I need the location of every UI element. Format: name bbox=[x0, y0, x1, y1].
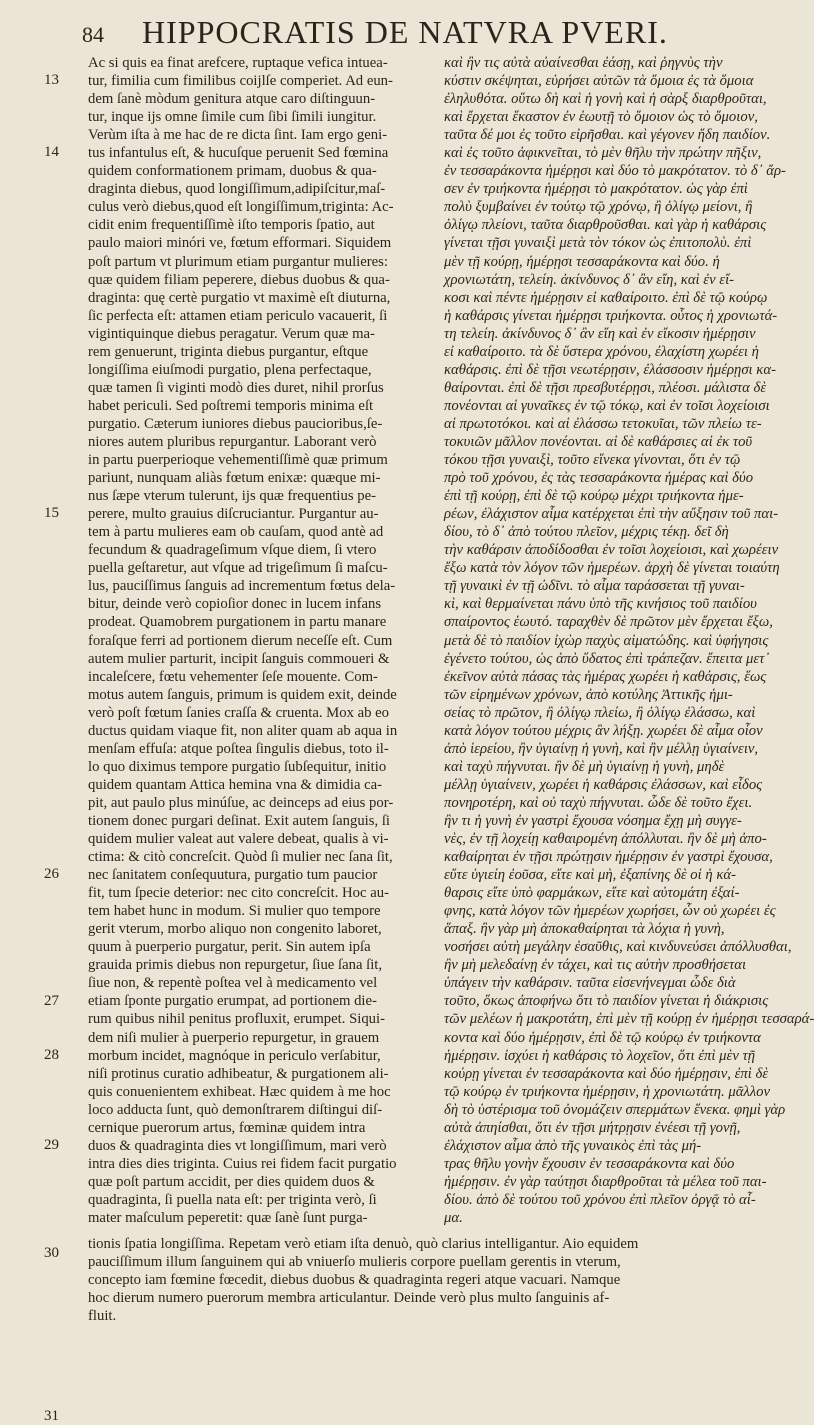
greek-text-line: τῶν μελέων ἡ μακροτάτη, ἐπὶ μὲν τῇ κούρῃ ἐν ἡμέρῃσι τεσσαρά- bbox=[444, 1011, 814, 1028]
latin-text-line: rem genuerunt, triginta diebus purgantur, eſtque bbox=[88, 343, 369, 360]
running-title: HIPPOCRATIS DE NATVRA PVERI. bbox=[142, 14, 668, 50]
greek-text-line: ἐκεῖνον αὐτὰ πάσας τὰς ἡμέρας χωρέει ἡ καθάρσις, ἕως bbox=[444, 668, 767, 685]
latin-text-line: ſiue non, & repentè poſtea vel à medicamento vel bbox=[88, 975, 378, 992]
latin-text-line: rum quibus nihil penitus profluxit, erumpet. Siqui- bbox=[88, 1011, 385, 1028]
greek-text-line: ἡ καθάρσις γίνεται ἡμέρῃσι τριήκοντα. οὗτος ἡ χρονιωτά- bbox=[444, 307, 778, 324]
margin-line-number: 31 bbox=[44, 1407, 59, 1424]
latin-text-line: nec ſanitatem conſequutura, purgatio tum paucior bbox=[88, 867, 378, 884]
greek-text-line: κούρῃ γίνεται ἐν τεσσαράκοντα καὶ δύο ἡμέρῃσιν, ἐπὶ δὲ bbox=[444, 1065, 769, 1082]
greek-text-line: ἀπὸ ἱερείου, ἢν ὑγιαίνῃ ἡ γυνὴ, καὶ ἢν μέλλῃ ὑγιαίνειν, bbox=[444, 740, 759, 757]
greek-text-line: πρὸ τοῦ χρόνου, ἐς τὰς τεσσαράκοντα ἡμέρας καὶ δύο bbox=[444, 470, 754, 487]
greek-text-line: μετὰ δὲ τὸ παιδίον ἰχὼρ παχὺς αἱματώδης. καὶ ὑφήγησις bbox=[444, 632, 769, 649]
latin-text-line: habet periculi. Sed poſtremi temporis minima eſt bbox=[88, 397, 374, 414]
latin-text-line: lo quo diximus tempore purgatio ſubſequitur, initio bbox=[88, 758, 387, 775]
greek-text-line: κοντα καὶ δύο ἡμέρῃσιν, ἐπὶ δὲ τῷ κούρῳ ἐν τριήκοντα bbox=[444, 1029, 761, 1046]
latin-text-line: cidit enim frequentiſſimè iſto temporis ſpatio, aut bbox=[88, 217, 375, 234]
greek-text-line: ὀλίγῳ πλείονι, ταῦτα διαρθροῦσθαι. καὶ γὰρ ἡ καθάρσις bbox=[444, 217, 767, 234]
latin-text-line: tur, fimilia cum fimilibus coijlſe comperiet. Ad eun- bbox=[88, 73, 393, 90]
latin-text-line: dem ſanè mòdum genitura atque caro diſtinguun- bbox=[88, 91, 376, 108]
greek-text-line: σεν ἐν τριήκοντα ἡμέρῃσι τὸ μακρότατον. ὡς γὰρ ἐπὶ bbox=[444, 181, 748, 198]
greek-text-line: καὶ ἐς τοῦτο ἀφικνεῖται, τὸ μὲν θῆλυ τὴν πρώτην πῆξιν, bbox=[444, 145, 762, 162]
latin-text-line: quidem mulier valeat aut valere debeat, qualis à vi- bbox=[88, 831, 389, 848]
latin-text-line: perere, multo grauius diſcruciantur. Purgantur au- bbox=[88, 506, 379, 523]
margin-line-number: 14 bbox=[44, 144, 59, 161]
bottom-text-line: fluit. bbox=[88, 1308, 117, 1325]
greek-text-line: χρονιωτάτη, τελείη. ἀκίνδυνος δ᾽ ἂν εἴη, καὶ ἐν εἴ- bbox=[444, 271, 735, 288]
latin-text-line: foraſque ferri ad portionem dierum neceſſe eſt. Cum bbox=[88, 632, 393, 649]
latin-text-line: Verùm iſta à me hac de re dicta ſint. Iam ergo geni- bbox=[88, 127, 388, 144]
greek-text-line: νὲς, ἐν τῇ λοχείῃ καθαιρομένη ἀπόλλυται. ἢν δὲ μὴ ἀπο- bbox=[444, 831, 767, 848]
latin-text-line: quæ poſt partum accidit, per dies quidem duos & bbox=[88, 1173, 375, 1190]
latin-text-line: ductus quidam viaque fit, non aliter quam ab aqua in bbox=[88, 722, 398, 739]
greek-text-line: αἱ πρωτοτόκοι. καὶ αἱ ἐλάσσω τετοκυῖαι, τῶν πλείω τε- bbox=[444, 415, 762, 432]
greek-text-line: κύστιν σκέψηται, εὑρήσει αὐτῶν τὰ ὅμοια ἐς τὰ ὅμοια bbox=[444, 73, 754, 90]
latin-text-line: niores autem pluribus repurgantur. Laborant verò bbox=[88, 433, 377, 450]
greek-text-line: ἢν μὴ μελεδαίνῃ ἐν τάχει, καὶ τις αὐτὴν προσθήσεται bbox=[444, 957, 747, 974]
greek-text-line: καθάρσις. ἐπὶ δὲ τῇσι νεωτέρῃσιν, ἐλάσσοσιν ἡμέρῃσι κα- bbox=[444, 361, 776, 378]
greek-text-line: τόκου τῇσι γυναιξὶ, τοῦτο εἵνεκα γίνονται, ὅτι ἐν τῷ bbox=[444, 452, 741, 469]
greek-text-line: πολὺ ξυμβαίνει ἐν τούτῳ τῷ χρόνῳ, ἢ ὀλίγῳ μείονι, ἢ bbox=[444, 199, 753, 216]
greek-text-line: ἡμέρῃσιν. ἰσχύει ἡ καθάρσις τὸ λοχεῖον, ὅτι ἐπὶ μὲν τῇ bbox=[444, 1047, 756, 1064]
latin-text-line: nus ſæpe vterum tulerunt, ijs quæ frequentius pe- bbox=[88, 488, 376, 505]
latin-text-line: menſam effuſa: atque poſtea ſingulis diebus, toto il- bbox=[88, 740, 389, 757]
latin-text-line: duos & quadraginta dies vt longiſſimum, mari verò bbox=[88, 1137, 387, 1154]
latin-text-line: vigintiquinque diebus peragatur. Verum quæ ma- bbox=[88, 325, 375, 342]
greek-text-line: θαίρονται. ἐπὶ δὲ τῇσι πρεσβυτέρῃσι, πλέοσι. μάλιστα δὲ bbox=[444, 379, 767, 396]
latin-text-line: quadraginta, ſi puella nata eſt: per triginta verò, ſi bbox=[88, 1191, 377, 1208]
greek-text-line: πονέονται αἱ γυναῖκες ἐν τῷ τόκῳ, καὶ ἐν τοῖσι λοχείοισι bbox=[444, 397, 770, 414]
greek-text-line: ἡμέρῃσιν. ἐν γὰρ ταύτῃσι διαρθροῦται τὰ μέλεα τοῦ παι- bbox=[444, 1173, 767, 1190]
latin-text-line: pariunt, nunquam aliàs fœtum enixæ: quæque mi- bbox=[88, 470, 381, 487]
greek-text-line: ὑπάγειν τὴν καθάρσιν. ταῦτα εἰσενήνεγμαι ὧδε διὰ bbox=[444, 975, 736, 992]
greek-text-line: κὶ, καὶ θερμαίνεται πάνυ ὑπὸ τῆς κινήσιος τοῦ παιδίου bbox=[444, 596, 757, 613]
greek-text-line: νοσήσει αὐτὴ μεγάλην ἐσαῦθις, καὶ κινδυνεύσει ἀπόλλυσθαι, bbox=[444, 939, 792, 956]
greek-text-line: καὶ ἢν τις αὐτὰ αὐαίνεσθαι ἐάσῃ, καὶ ῥηγνὺς τὴν bbox=[444, 55, 723, 71]
greek-text-line: δίου, τὸ δ᾽ ἀπὸ τούτου πλεῖον, μέχρις τέκῃ. δεῖ δὴ bbox=[444, 524, 729, 541]
latin-text-line: verò poſt fœtum ſanies craſſa & cruenta. Mox ab eo bbox=[88, 704, 389, 721]
latin-text-line: grauida primis diebus non repurgetur, ſiue ſana ſit, bbox=[88, 957, 383, 974]
greek-text-line: σπαίροντος ἑωυτό. ταραχθὲν δὲ πρῶτον μὲν ἔρχεται ἔξω, bbox=[444, 614, 773, 631]
latin-text-line: puella geſtaretur, aut vſque ad trigeſimum ſi maſcu- bbox=[88, 560, 388, 577]
greek-text-line: φνης, κατὰ λόγον τῶν ἡμερέων χωρήσει, ὧν οὐ χωρέει ἐς bbox=[444, 903, 776, 920]
latin-text-line: poſt partum vt plurimum etiam purgantur mulieres: bbox=[88, 253, 388, 270]
bottom-text-line: concepto iam fœmine fœcedit, diebus duobus & quadraginta regeri atque vacuari. Namque bbox=[88, 1272, 621, 1289]
latin-text-line: quæ tamen ſi viginti modò dies duret, nihil prorſus bbox=[88, 379, 384, 396]
greek-text-line: ἐπὶ τῇ κούρῃ, ἐπὶ δὲ τῷ κούρῳ μέχρι τριήκοντα ἡμε- bbox=[444, 488, 744, 505]
greek-text-line: εἰ καθαίροιτο. τὰ δὲ ὕστερα χρόνου, ἐλαχίστη χωρέει ἡ bbox=[444, 343, 759, 360]
margin-line-number: 28 bbox=[44, 1046, 59, 1063]
greek-text-line: γίνεται τῇσι γυναιξὶ μετὰ τὸν τόκον ὡς ἐπιτοπολὺ. ἐπὶ bbox=[444, 235, 752, 252]
latin-text-line: pit, aut paulo plus minúſue, ac deinceps ad eius por- bbox=[88, 794, 394, 811]
greek-column bbox=[444, 54, 814, 1227]
margin-line-number: 27 bbox=[44, 992, 59, 1009]
greek-text-line: κοσι καὶ πέντε ἡμέρῃσιν εἰ καθαίροιτο. ἐπὶ δὲ τῷ κούρῳ bbox=[444, 289, 768, 306]
greek-text-line: τοῦτο, ὅκως ἀποφήνω ὅτι τὸ παιδίον γίνεται ἡ διάκρισις bbox=[444, 993, 769, 1010]
greek-text-line: ἅπαξ. ἢν γὰρ μὴ ἀποκαθαίρηται τὰ λόχια ἡ γυνὴ, bbox=[444, 921, 725, 938]
greek-text-line: ἢν τι ἡ γυνὴ ἐν γαστρὶ ἔχουσα νόσημα ἔχῃ μὴ συγγε- bbox=[444, 812, 742, 829]
greek-text-line: ταῦτα δέ μοι ἐς τοῦτο εἰρῆσθαι. καὶ γέγονεν ἤδη παιδίον. bbox=[444, 127, 771, 144]
greek-text-line: ἔξω κατὰ τὸν λόγον τῶν ἡμερέων. ἀρχὴ δὲ γίνεται τοιαύτη bbox=[444, 560, 780, 577]
bottom-text-line: pauciſſimum illum ſanguinem qui ab vniuerſo mulieris corpore puellam gerentis in vterum, bbox=[88, 1254, 621, 1271]
bottom-latin-text bbox=[88, 1235, 778, 1325]
greek-text-line: καθαίρηται ἐν τῇσι πρώτῃσιν ἡμέρῃσιν ἐν γαστρὶ ἔχουσα, bbox=[444, 849, 773, 866]
latin-text-line: tur, inque ijs omne ſimile cum ſibi ſimili iungitur. bbox=[88, 109, 377, 126]
margin-line-number: 13 bbox=[44, 72, 59, 89]
latin-text-line: morbum incidet, magnóque in periculo verſabitur, bbox=[88, 1047, 381, 1064]
greek-text-line: μέλλῃ ὑγιαίνειν, χωρέει ἡ καθάρσις ἐλάσσων, καὶ εἶδος bbox=[444, 776, 763, 793]
latin-column bbox=[88, 54, 430, 1227]
latin-text-line: cernique puerorum artus, fœminæ quidem intra bbox=[88, 1119, 366, 1136]
bottom-text-line: tionis ſpatia longiſſima. Repetam verò etiam iſta denuò, quò clarius intelligantur. Aio equidem bbox=[88, 1236, 639, 1252]
latin-text-line: quidem quantam Attica hemina vna & dimidia ca- bbox=[88, 776, 383, 793]
latin-text-line: culus verò diebus,quod eſt longiſſimum,triginta: Ac- bbox=[88, 199, 394, 216]
latin-text-line: ctima: & citò concreſcit. Quòd ſi mulier nec ſana ſit, bbox=[88, 849, 393, 866]
latin-text-line: tem à partu mulieres eam ob cauſam, quod antè ad bbox=[88, 524, 384, 541]
latin-text-line: etiam ſponte purgatio erumpat, ad portionem die- bbox=[88, 993, 377, 1010]
latin-text-line: motus autem ſanguis, primum is quidem exit, deinde bbox=[88, 686, 397, 703]
latin-text-line: quæ quidem filiam peperere, diebus duobus & qua- bbox=[88, 271, 390, 288]
latin-text-line: in partu puerperioque vehementiſſimè quæ primum bbox=[88, 452, 388, 469]
latin-text-line: loco adducta ſunt, quò demonſtrarem diſtingui diſ- bbox=[88, 1101, 383, 1118]
latin-text-line: gerit vterum, morbo aliquo non congenito laboret, bbox=[88, 921, 382, 938]
greek-text-line: καὶ ἔρχεται ἕκαστον ἐν ἑωυτῇ τὸ ὅμοιον ὡς τὸ ὅμοιον, bbox=[444, 109, 758, 126]
greek-text-line: μὲν τῇ κούρῃ, ἡμέρῃσι τεσσαράκοντα καὶ δύο. ἡ bbox=[444, 253, 720, 270]
latin-text-line: bitur, deinde verò copioſior donec in lucem infans bbox=[88, 596, 382, 613]
greek-text-line: τρας θῆλυ γονὴν ἔχουσιν ἐν τεσσαράκοντα καὶ δύο bbox=[444, 1155, 735, 1172]
latin-text-line: tus infantulus eſt, & hucuſque peruenit Sed fœmina bbox=[88, 145, 389, 162]
greek-text-line: τῇ γυναικὶ ἐν τῇ ὠδῖνι. τὸ αἷμα ταράσσεται τῇ γυναι- bbox=[444, 578, 745, 595]
latin-text-line: lus, pauciſſimus ſanguis ad incrementum fœtus dela- bbox=[88, 578, 396, 595]
margin-line-number: 15 bbox=[44, 505, 59, 522]
latin-text-line: ſic perfecta eſt: attamen etiam periculo vacauerit, ſi bbox=[88, 307, 388, 324]
latin-text-line: mater maſculum peperetit: quæ ſanè ſunt purga- bbox=[88, 1210, 368, 1226]
latin-text-line: quum à puerperio purgatur, perit. Sin autem ipſa bbox=[88, 939, 371, 956]
greek-text-line: πονηροτέρη, καὶ οὐ ταχὺ πήγνυται. ὧδε δὲ τοῦτο ἔχει. bbox=[444, 794, 753, 811]
latin-text-line: dem niſi mulier à puerperio repurgetur, in grauem bbox=[88, 1029, 380, 1046]
greek-text-line: ἐλάχιστον αἷμα ἀπὸ τῆς γυναικὸς ἐπὶ τὰς μή- bbox=[444, 1137, 702, 1154]
page-number: 84 bbox=[82, 22, 104, 47]
latin-text-line: tionem donec purgari deſinat. Exit autem ſanguis, ſi bbox=[88, 812, 390, 829]
greek-text-line: δὴ τὸ ὑστέρισμα τοῦ ὀνομάζειν σπερμάτων ἕνεκα. φημὶ γὰρ bbox=[444, 1101, 786, 1118]
greek-text-line: μα. bbox=[444, 1210, 463, 1226]
greek-text-line: ἐληλυθότα. οὕτω δὴ καὶ ἡ γονὴ καὶ ἡ σὰρξ διαρθροῦται, bbox=[444, 91, 767, 108]
margin-line-number: 30 bbox=[44, 1245, 59, 1262]
greek-text-line: ρέων, ἐλάχιστον αἷμα κατέρχεται ἐπὶ τὴν αὔξησιν τοῦ παι- bbox=[444, 506, 779, 523]
greek-text-line: τοκυιῶν μᾶλλον πονέονται. αἱ δὲ καθάρσιες αἱ ἐκ τοῦ bbox=[444, 433, 753, 450]
bottom-text-line: hoc dierum numero puerorum membra articulantur. Deinde verò plus multo ſanguinis af- bbox=[88, 1290, 610, 1307]
latin-text-line: draginta diebus, quod longiſſimum,adipiſcitur,maſ- bbox=[88, 181, 386, 198]
greek-text-line: τῷ κούρῳ ἐν τριήκοντα ἡμέρῃσιν, ἡ χρονιωτάτη. μᾶλλον bbox=[444, 1083, 771, 1100]
greek-text-line: ἐν τεσσαράκοντα ἡμέρῃσι καὶ δύο τὸ μακρότατον. τὸ δ᾽ ἄρ- bbox=[444, 163, 786, 180]
latin-text-line: fit, tum ſpecie deterior: nec cito concreſcit. Hoc au- bbox=[88, 885, 389, 902]
greek-text-line: εὔτε ὑγιείη ἐοῦσα, εἴτε καὶ μὴ, ἐξαπίνης δὲ οἱ ἡ κά- bbox=[444, 867, 736, 884]
page-header bbox=[58, 10, 778, 54]
latin-text-line: quis conuenientem exhibeat. Hæc quidem à me hoc bbox=[88, 1083, 391, 1100]
latin-text-line: niſi protinus curatio adhibeatur, & purgationem ali- bbox=[88, 1065, 389, 1082]
latin-text-line: quidem conformationem primam, duobus & qua- bbox=[88, 163, 377, 180]
margin-line-number: 26 bbox=[44, 866, 59, 883]
greek-text-line: ἐγένετο τούτου, ὡς ἀπὸ ὕδατος ἐπὶ τράπεζαν. ἔπειτα μετ᾽ bbox=[444, 650, 770, 667]
margin-line-number: 29 bbox=[44, 1137, 59, 1153]
latin-text-line: intra dies dies triginta. Cuius rei fidem facit purgatio bbox=[88, 1155, 397, 1172]
greek-text-line: τὴν καθάρσιν ἀποδίδοσθαι ἐν τοῖσι λοχείοισι, καὶ χωρέειν bbox=[444, 542, 779, 559]
latin-text-line: purgatio. Cæterum iuniores diebus paucioribus,ſe- bbox=[88, 415, 383, 432]
latin-text-line: incaleſcere, fœtu vehementer ſeſe mouente. Com- bbox=[88, 668, 378, 685]
latin-text-line: draginta: quę certè purgatio vt maximè eſt diuturna, bbox=[88, 289, 391, 306]
latin-text-line: fecundum & quadrageſimum vſque diem, ſi vtero bbox=[88, 542, 377, 559]
greek-text-line: αὐτὰ ἀπηίσθαι, ὅτι ἐν τῇσι μήτρῃσιν ἐνέεσι τῇ γονῇ, bbox=[444, 1119, 741, 1136]
greek-text-line: σείας τὸ πρῶτον, ἢ ὀλίγῳ πλείω, ἢ ὀλίγῳ ἐλάσσω, καὶ bbox=[444, 704, 756, 721]
latin-text-line: paulo maiori minóri ve, fœtum efformari. Siquidem bbox=[88, 235, 392, 252]
latin-text-line: tem habet hunc in modum. Si mulier quo tempore bbox=[88, 903, 381, 920]
latin-text-line: prodeat. Quamobrem purgationem in partu manare bbox=[88, 614, 387, 631]
latin-text-line: Ac si quis ea finat arefcere, ruptaque vefica intuea- bbox=[88, 55, 388, 71]
greek-text-line: δίου. ἀπὸ δὲ τούτου τοῦ χρόνου ἐπὶ πλεῖον ὀργᾷ τὸ αἷ- bbox=[444, 1191, 756, 1208]
greek-text-line: τη τελείη. ἀκίνδυνος δ᾽ ἂν εἴη καὶ ἐν εἴκοσιν ἡμέρῃσιν bbox=[444, 325, 756, 342]
greek-text-line: θαρσις εἴτε ὑπὸ φαρμάκων, εἴτε καὶ αὐτομάτη ἐξαί- bbox=[444, 885, 740, 902]
latin-text-line: autem mulier parturit, incipit ſanguis commoueri & bbox=[88, 650, 390, 667]
greek-text-line: καὶ ταχὺ πήγνυται. ἢν δὲ μὴ ὑγιαίνῃ ἡ γυνὴ, μηδὲ bbox=[444, 758, 725, 775]
greek-text-line: τῶν εἰρημένων χρόνων, ἀπὸ κοτύλης Ἀττικῆς ἡμι- bbox=[444, 686, 733, 703]
greek-text-line: κατὰ λόγον τούτου μέχρις ἂν λήξῃ. χωρέει δὲ αἷμα οἷον bbox=[444, 722, 763, 739]
latin-text-line: longiſſima eiuſmodi purgatio, plena perfectaque, bbox=[88, 361, 372, 378]
